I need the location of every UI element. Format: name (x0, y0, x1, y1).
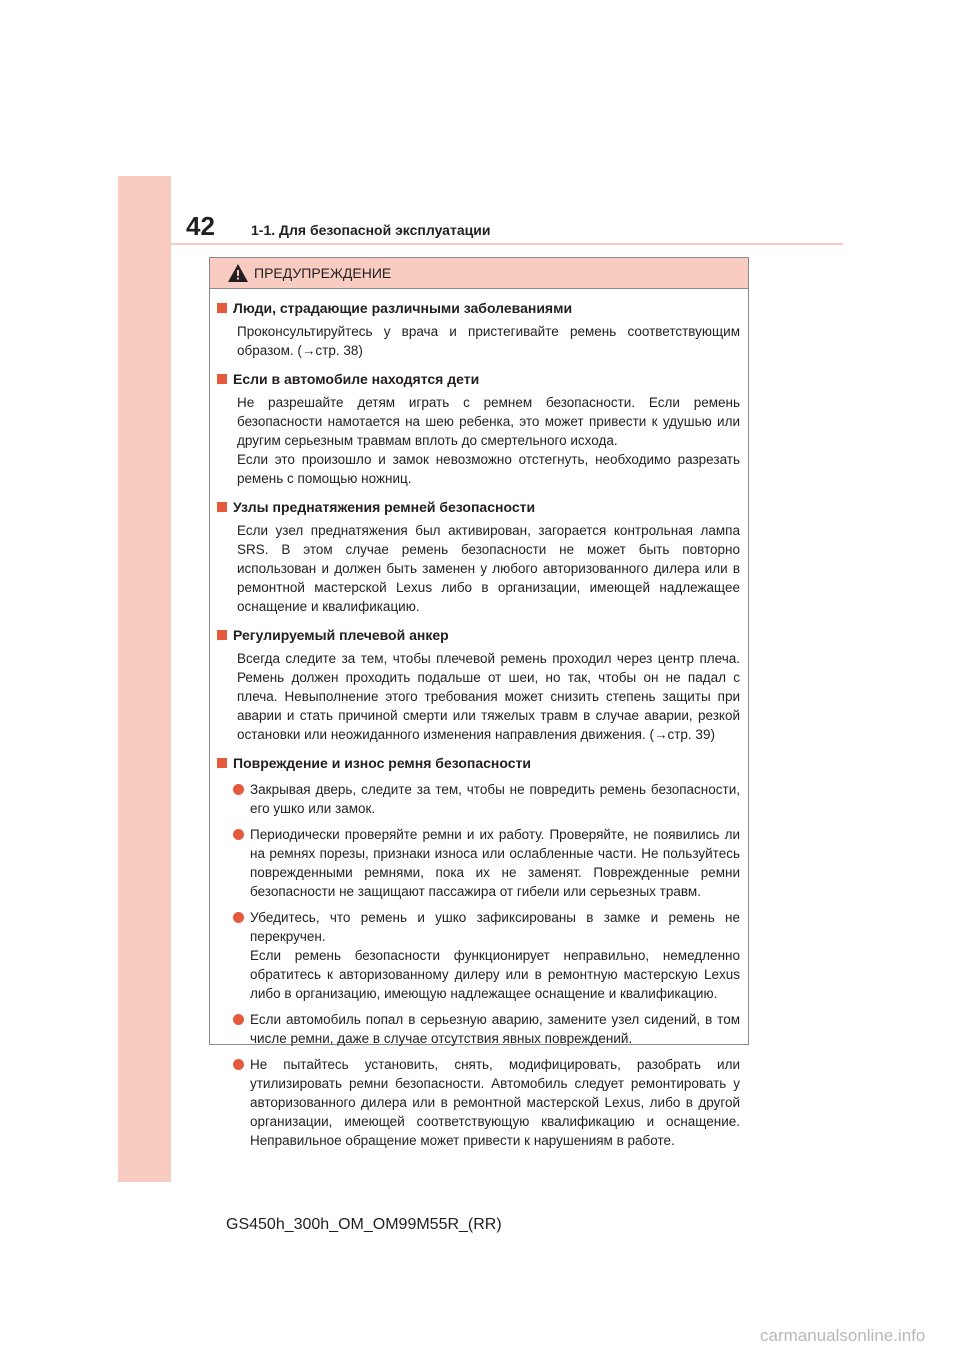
round-bullet-icon (233, 1059, 244, 1070)
bullet-item (233, 780, 740, 818)
square-bullet-icon (217, 758, 227, 768)
round-bullet-icon (233, 829, 244, 840)
warning-title: ПРЕДУПРЕЖДЕНИЕ (254, 265, 392, 281)
warning-section-damage (217, 753, 740, 1150)
warning-section (217, 298, 740, 360)
section-paragraph: Проконсультируйтесь у врача и пристегивайте ремень соответствующим образом. (→стр. 38) (237, 324, 740, 358)
bullet-text: Если ремень безопасности функционирует неправильно, немедленно обратитесь к авторизованному дилеру или в ремонтную мастерскую Lexus либо в организацию, имеющую надлежащее оснащение и квалификацию. (250, 948, 740, 1001)
square-bullet-icon (217, 303, 227, 313)
header-divider (171, 243, 843, 245)
page-number: 42 (186, 211, 215, 241)
section-title: 1-1. Для безопасной эксплуатации (251, 222, 491, 238)
bullet-item (233, 908, 740, 1003)
bullet-text: Убедитесь, что ремень и ушко зафиксированы в замке и ремень не перекручен. (250, 910, 740, 944)
bullet-item (233, 825, 740, 901)
bullet-text: Не пытайтесь установить, снять, модифицировать, разобрать или утилизировать ремни безопасности. Автомобиль следует ремонтировать у авторизованного дилера или в ремонтной мастерской Lexus, либо в другой организации, имеющей соответствующую квалификацию и оснащение. Неправильное обращение может привести к нарушениям в работе. (250, 1057, 740, 1148)
warning-section (217, 369, 740, 488)
section-heading: Узлы преднатяжения ремней безопасности (233, 499, 536, 515)
section-paragraph: Всегда следите за тем, чтобы плечевой ремень проходил через центр плеча. Ремень должен проходить подальше от шеи, но так, чтобы он не падал с плеча. Невыполнение этого требования может снизить степень защиты при аварии и стать причиной смерти или тяжелых травм в случае аварии, резкой остановки или неожиданного изменения направления движения. (→стр. 39) (237, 651, 740, 742)
section-paragraph: Не разрешайте детям играть с ремнем безопасности. Если ремень безопасности намотается на шею ребенка, это может привести к удушью или другим серьезным травмам вплоть до смертельного исхода. (237, 395, 740, 448)
section-heading: Если в автомобиле находятся дети (233, 371, 480, 387)
bullet-item (233, 1010, 740, 1048)
bullet-text: Закрывая дверь, следите за тем, чтобы не повредить ремень безопасности, его ушко или замок. (250, 782, 740, 816)
round-bullet-icon (233, 1014, 244, 1025)
warning-triangle-icon (227, 263, 249, 283)
square-bullet-icon (217, 630, 227, 640)
watermark: carmanualsonline.info (760, 1326, 926, 1345)
section-heading: Регулируемый плечевой анкер (233, 627, 449, 643)
chapter-sidebar-tab (118, 176, 171, 1182)
round-bullet-icon (233, 784, 244, 795)
section-paragraph: Если узел преднатяжения был активирован, загорается контрольная лампа SRS. В этом случае ремень безопасности не может быть повторно использован и должен быть заменен у любого авторизованного дилера или в ремонтной мастерской Lexus либо в организации, имеющей надлежащее оснащение и квалификацию. (237, 523, 740, 614)
document-code: GS450h_300h_OM_OM99M55R_(RR) (226, 1216, 502, 1233)
bullet-text: Если автомобиль попал в серьезную аварию, замените узел сидений, в том числе ремни, даже в случае отсутствия явных повреждений. (250, 1012, 740, 1046)
warning-content (210, 289, 748, 1150)
bullet-text: Периодически проверяйте ремни и их работу. Проверяйте, не появились ли на ремнях порезы, признаки износа или ослабленные части. Не пользуйтесь поврежденными ремнями, пока их не заменят. Поврежденные ремни безопасности не защищают пассажира от гибели или серьезных травм. (250, 827, 740, 899)
warning-section (217, 625, 740, 744)
section-heading: Люди, страдающие различными заболеваниями (233, 300, 573, 316)
warning-section (217, 497, 740, 616)
square-bullet-icon (217, 374, 227, 384)
round-bullet-icon (233, 912, 244, 923)
bullet-item (233, 1055, 740, 1150)
square-bullet-icon (217, 502, 227, 512)
warning-box (209, 257, 749, 1148)
section-paragraph: Если это произошло и замок невозможно отстегнуть, необходимо разрезать ремень с помощью ножниц. (237, 452, 740, 486)
section-heading: Повреждение и износ ремня безопасности (233, 755, 531, 771)
warning-header (210, 258, 748, 289)
